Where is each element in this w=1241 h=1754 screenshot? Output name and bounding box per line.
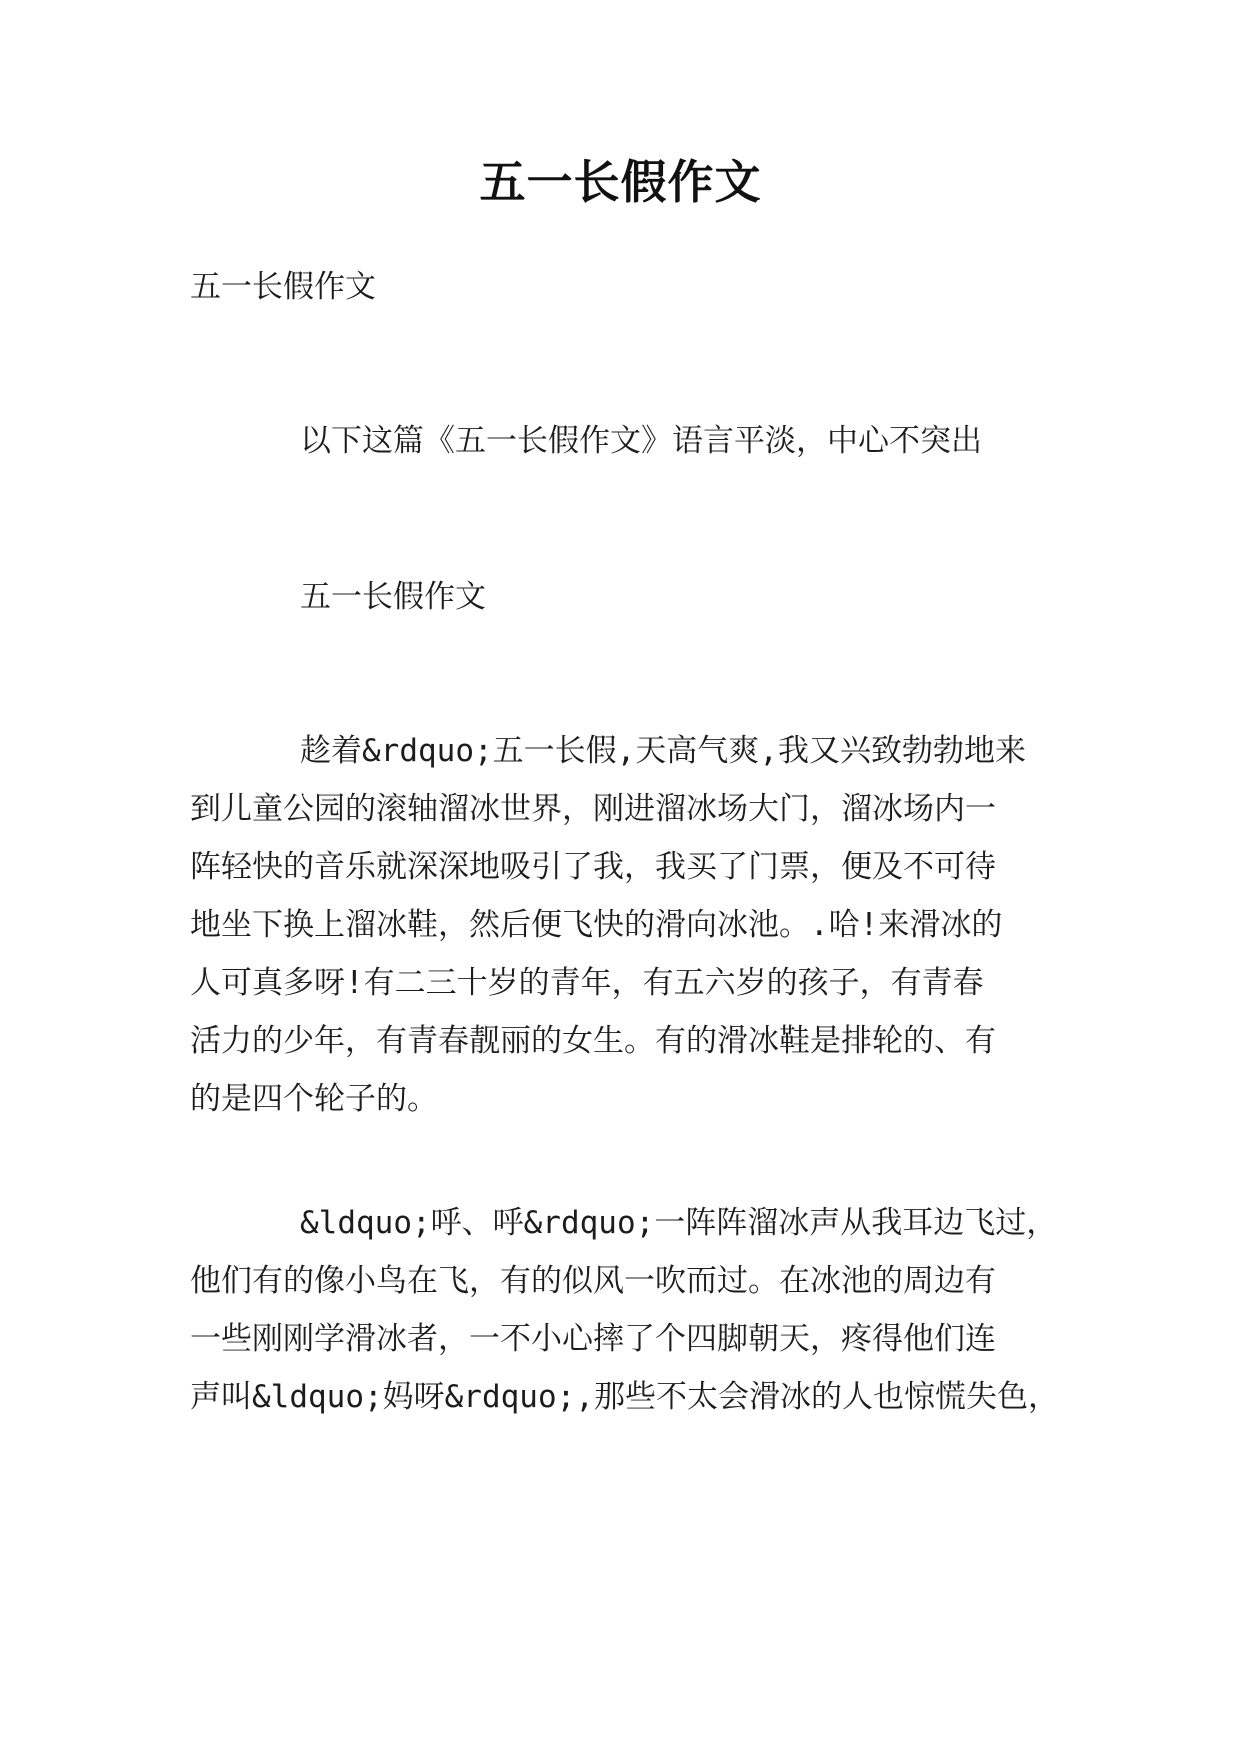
paragraph-line: 声叫&ldquo;妈呀&rdquo;,那些不太会滑冰的人也惊慌失色， bbox=[190, 1379, 1059, 1415]
paragraph-line: 人可真多呀!有二三十岁的青年，有五六岁的孩子，有青春 bbox=[190, 965, 984, 1001]
page-title: 五一长假作文 bbox=[479, 155, 762, 209]
paragraph-line: 到儿童公园的滚轴溜冰世界，刚进溜冰场大门，溜冰场内一 bbox=[190, 791, 996, 827]
paragraph-1 bbox=[190, 722, 1050, 1128]
paragraph-line: 的是四个轮子的。 bbox=[190, 1081, 438, 1117]
paragraph-line: 活力的少年，有青春靓丽的女生。有的滑冰鞋是排轮的、有 bbox=[190, 1023, 996, 1059]
paragraph-line: 阵轻快的音乐就深深地吸引了我，我买了门票，便及不可待 bbox=[190, 849, 996, 885]
subtitle-line: 五一长假作文 bbox=[190, 269, 376, 305]
paragraph-line: 他们有的像小鸟在飞，有的似风一吹而过。在冰池的周边有 bbox=[190, 1263, 996, 1299]
heading-line: 五一长假作文 bbox=[300, 579, 486, 615]
paragraph-line: 趁着&rdquo;五一长假,天高气爽,我又兴致勃勃地来 bbox=[300, 733, 1026, 769]
paragraph-line: 地坐下换上溜冰鞋，然后便飞快的滑向冰池。.哈!来滑冰的 bbox=[190, 907, 1003, 943]
paragraph-line: &ldquo;呼、呼&rdquo;一阵阵溜冰声从我耳边飞过， bbox=[300, 1205, 1058, 1241]
paragraph-2 bbox=[190, 1194, 1059, 1426]
intro-line: 以下这篇《五一长假作文》语言平淡，中心不突出 bbox=[300, 423, 982, 459]
paragraph-line: 一些刚刚学滑冰者，一不小心摔了个四脚朝天，疼得他们连 bbox=[190, 1321, 996, 1357]
